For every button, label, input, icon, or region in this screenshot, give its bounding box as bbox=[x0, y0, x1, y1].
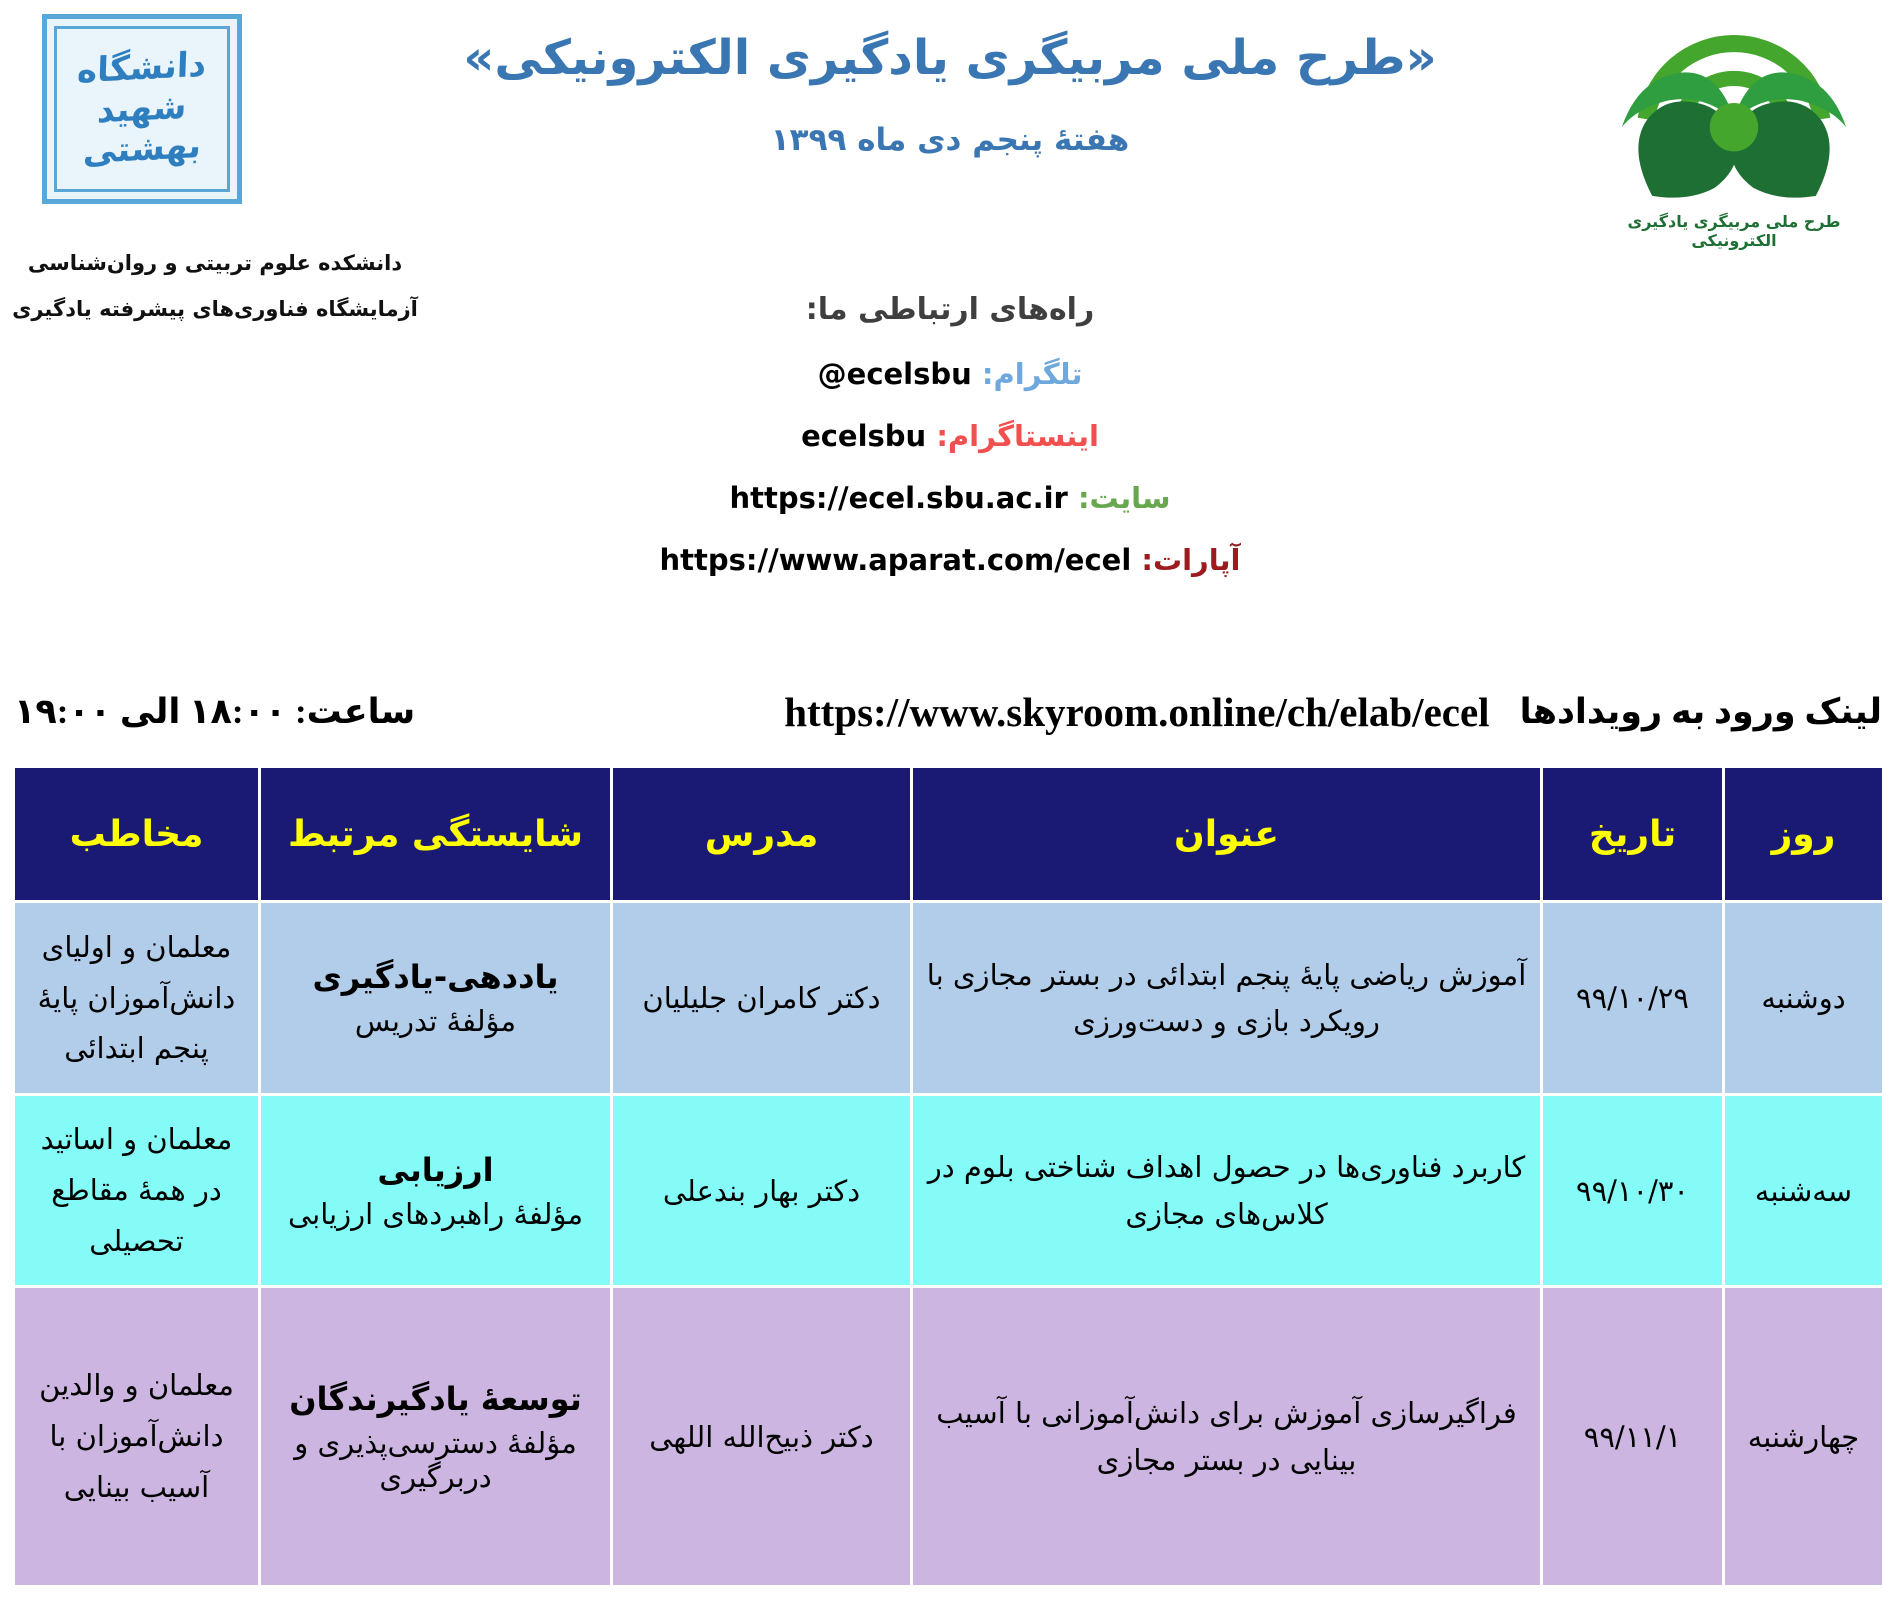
university-logo bbox=[42, 14, 242, 204]
competency-sub: مؤلفۀ راهبردهای ارزیابی bbox=[287, 1196, 584, 1231]
cell-competency bbox=[260, 1287, 612, 1587]
cell-date: ۹۹/۱۰/۳۰ bbox=[1542, 1095, 1724, 1287]
competency-sub: مؤلفۀ تدریس bbox=[354, 1004, 517, 1038]
competency-main: ارزیابی bbox=[377, 1150, 494, 1189]
cell-date: ۹۹/۱۰/۲۹ bbox=[1542, 902, 1724, 1095]
instagram-label: اینستاگرام: bbox=[936, 419, 1099, 453]
cell-instructor: دکتر ذبیح‌الله اللهی bbox=[612, 1287, 912, 1587]
competency-sub: مؤلفۀ دسترسی‌پذیری و دربرگیری bbox=[294, 1425, 577, 1494]
aparat-label: آپارات: bbox=[1141, 543, 1241, 577]
table-row bbox=[14, 1095, 1884, 1287]
contact-block bbox=[0, 292, 1900, 605]
cell-audience: معلمان و اساتید در همۀ مقاطع تحصیلی bbox=[14, 1095, 260, 1287]
events-link-label: لینک ورود به رویدادها bbox=[1519, 692, 1882, 731]
page-subtitle: هفتۀ پنجم دی ماه ۱۳۹۹ bbox=[770, 122, 1130, 158]
header-title: عنوان bbox=[912, 767, 1542, 902]
cell-audience: معلمان و اولیای دانش‌آموزان پایۀ پنجم ابتدائی bbox=[14, 902, 260, 1095]
competency-main: یاددهی-یادگیری bbox=[312, 958, 559, 996]
events-link-row bbox=[14, 688, 1882, 736]
header-audience: مخاطب bbox=[14, 767, 260, 902]
header-competency: شایستگی مرتبط bbox=[260, 767, 612, 902]
cell-title: آموزش ریاضی پایۀ پنجم ابتدائی در بستر مجازی با رویکرد بازی و دست‌ورزی bbox=[912, 902, 1542, 1095]
contact-site bbox=[0, 481, 1900, 515]
telegram-handle-link[interactable]: @ecelsbu bbox=[817, 357, 972, 391]
contact-aparat bbox=[0, 543, 1900, 577]
cell-day: چهارشنبه bbox=[1724, 1287, 1884, 1587]
instagram-handle-link[interactable]: ecelsbu bbox=[801, 419, 927, 453]
header-date: تاریخ bbox=[1542, 767, 1724, 902]
university-logo-line: شهید bbox=[96, 86, 188, 131]
table-row bbox=[14, 902, 1884, 1095]
cell-day: دوشنبه bbox=[1724, 902, 1884, 1095]
site-label: سایت: bbox=[1077, 481, 1171, 515]
cell-date: ۹۹/۱۱/۱ bbox=[1542, 1287, 1724, 1587]
table-header-row bbox=[14, 767, 1884, 902]
cell-title: فراگیرسازی آموزش برای دانش‌آموزانی با آسیب بینایی در بستر مجازی bbox=[912, 1287, 1542, 1587]
header-instructor: مدرس bbox=[612, 767, 912, 902]
faculty-name: دانشکده علوم تربیتی و روان‌شناسی bbox=[27, 251, 403, 275]
cell-day: سه‌شنبه bbox=[1724, 1095, 1884, 1287]
cell-competency bbox=[260, 1095, 612, 1287]
university-logo-line: دانشگاه bbox=[76, 44, 208, 92]
table-row bbox=[14, 1287, 1884, 1587]
lab-name: آزمایشگاه فناوری‌های پیشرفته یادگیری bbox=[12, 297, 418, 322]
schedule-table bbox=[12, 765, 1885, 1588]
poster-header bbox=[0, 0, 1900, 765]
telegram-label: تلگرام: bbox=[981, 357, 1083, 391]
program-logo-caption: طرح ملی مربیگری یادگیری الکترونیکی bbox=[1627, 212, 1841, 250]
cell-title: کاربرد فناوری‌ها در حصول اهداف شناختی بلوم در کلاس‌های مجازی bbox=[912, 1095, 1542, 1287]
header-day: روز bbox=[1724, 767, 1884, 902]
contact-telegram bbox=[0, 357, 1900, 391]
aparat-url-link[interactable]: https://www.aparat.com/ecel bbox=[659, 543, 1132, 577]
university-logo-line: بهشتی bbox=[82, 126, 202, 173]
contact-instagram bbox=[0, 419, 1900, 453]
cell-instructor: دکتر کامران جلیلیان bbox=[612, 902, 912, 1095]
page-title: «طرح ملی مربیگری یادگیری الکترونیکی» bbox=[463, 30, 1437, 86]
cell-instructor: دکتر بهار بندعلی bbox=[612, 1095, 912, 1287]
wifi-hands-logo-icon bbox=[1603, 8, 1865, 210]
university-logo-calligraphy bbox=[54, 26, 230, 192]
site-url-link[interactable]: https://ecel.sbu.ac.ir bbox=[729, 481, 1068, 515]
contact-heading: راه‌های ارتباطی ما: bbox=[805, 292, 1095, 327]
skyroom-url-link[interactable]: https://www.skyroom.online/ch/elab/ecel bbox=[784, 689, 1490, 735]
cell-audience: معلمان و والدین دانش‌آموزان با آسیب بینایی bbox=[14, 1287, 260, 1587]
session-time: ساعت: ۱۸:۰۰ الی ۱۹:۰۰ bbox=[14, 692, 416, 731]
competency-main: توسعۀ یادگیرندگان bbox=[289, 1379, 582, 1418]
cell-competency bbox=[260, 902, 612, 1095]
